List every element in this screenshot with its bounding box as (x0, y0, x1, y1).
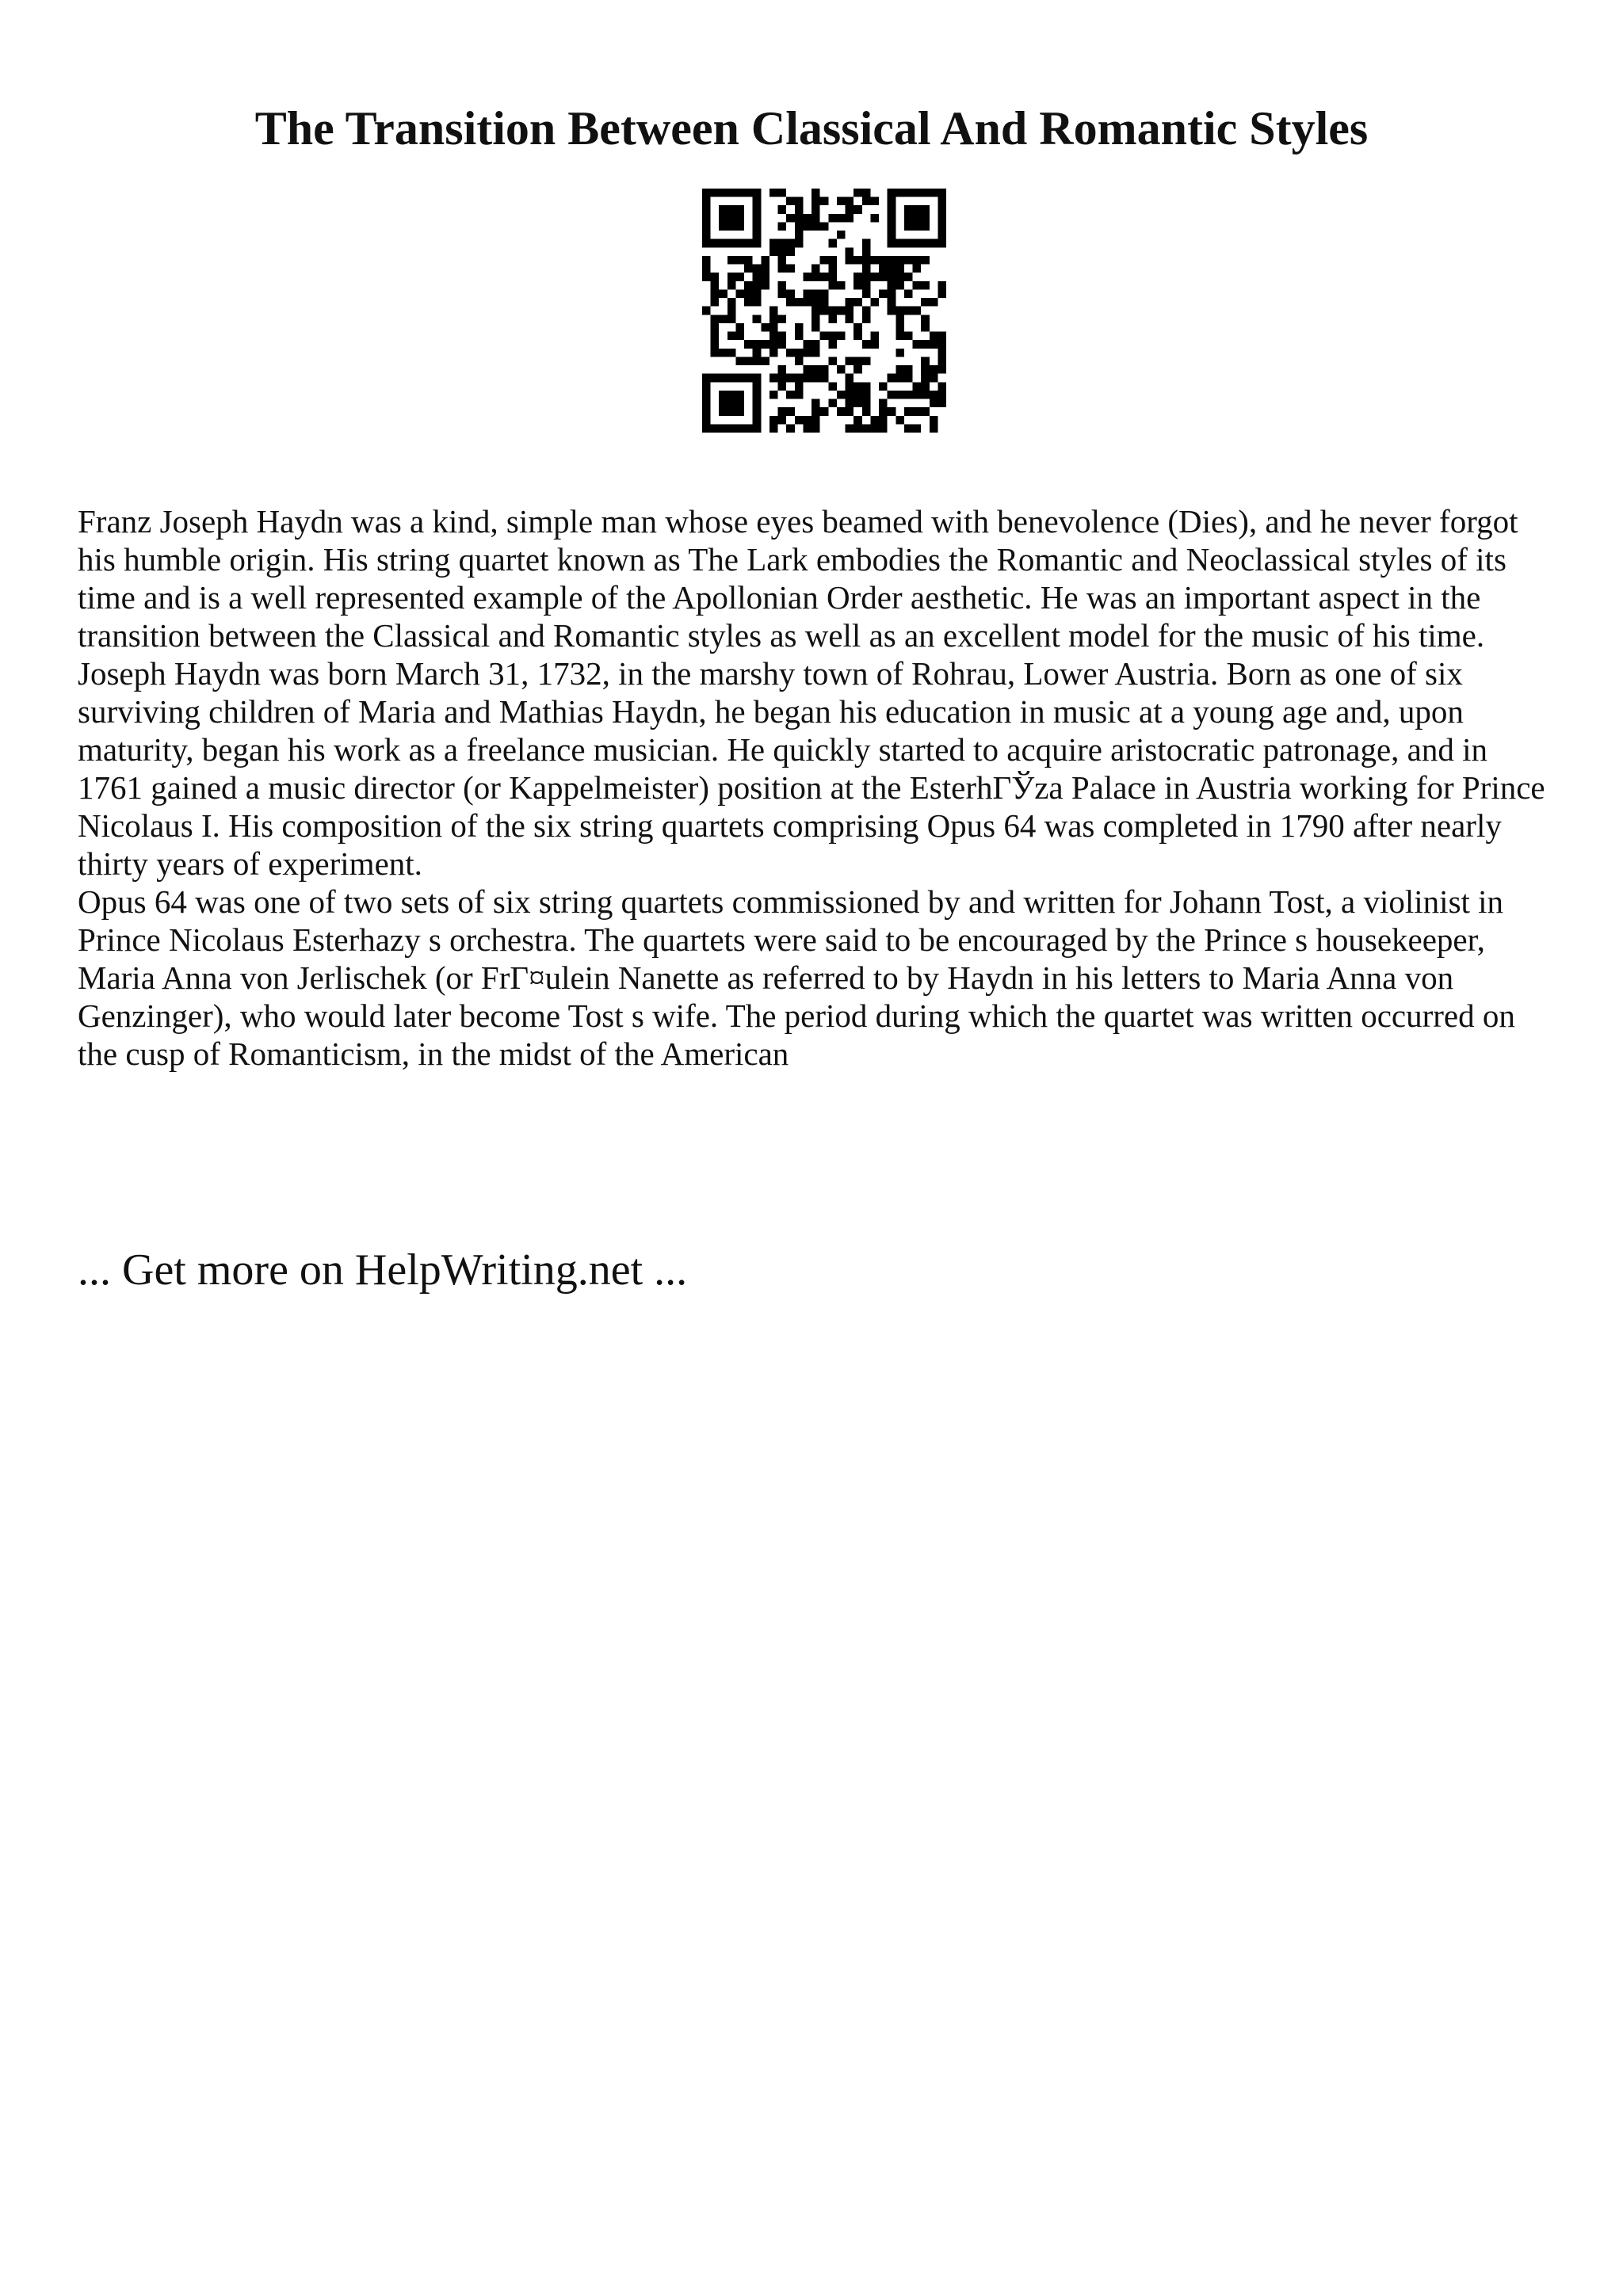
paragraph: Joseph Haydn was born March 31, 1732, in the marshy town of Rohrau, Lower Austria. Born as one of six surviving children of Maria and Mathias Haydn, he began his education in music at a young age and, upon maturity, began his work as a freelance musician. He quickly started to acquire aristocratic patronage, and in 1761 gained a music director (or Kappelmeister) position at the EsterhГЎza Palace in Austria working for Prince Nicolaus I. His composition of the six string quartets comprising Opus 64 was completed in 1790 after nearly thirty years of experiment. (78, 655, 1545, 882)
qr-code-icon (702, 189, 946, 433)
more-link[interactable]: ... Get more on HelpWriting.net ... (78, 1245, 688, 1295)
body-text (78, 502, 1560, 1073)
document-title: The Transition Between Classical And Romantic Styles (254, 102, 1369, 154)
paragraph: Franz Joseph Haydn was a kind, simple man whose eyes beamed with benevolence (Dies), and he never forgot his humble origin. His string quartet known as The Lark embodies the Romantic and Neoclassical styles of its time and is a well represented example of the Apollonian Order aesthetic. He was an important aspect in the transition between the Classical and Romantic styles as well as an excellent model for the music of his time. (78, 503, 1518, 654)
paragraph: Opus 64 was one of two sets of six string quartets commissioned by and written for Johann Tost, a violinist in Prince Nicolaus Esterhazy s orchestra. The quartets were said to be encouraged by the Prince s housekeeper, Maria Anna von Jerlischek (or FrГ¤ulein Nanette as referred to by Haydn in his letters to Maria Anna von Genzinger), who would later become Tost s wife. The period during which the quartet was written occurred on the cusp of Romanticism, in the midst of the American (78, 883, 1515, 1072)
